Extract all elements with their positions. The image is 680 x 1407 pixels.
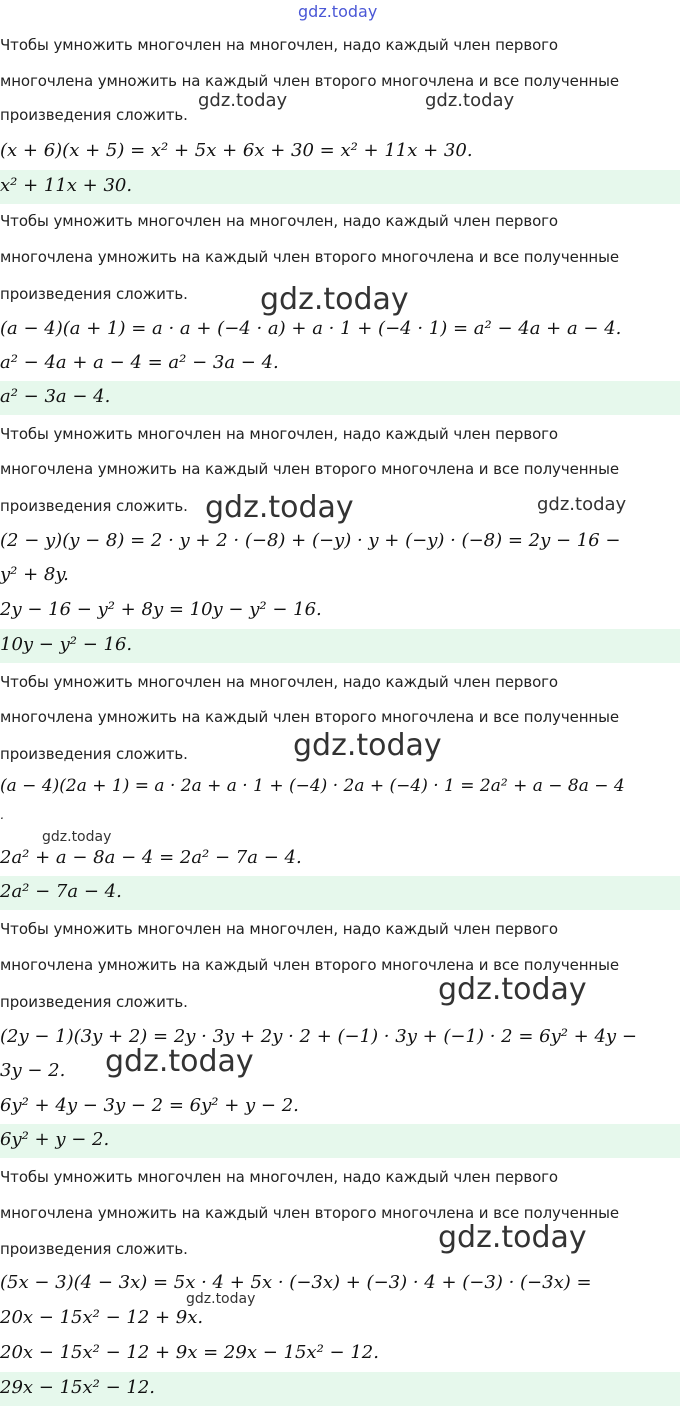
answer-text: a² − 3a − 4. bbox=[0, 386, 111, 407]
rule-line-1: Чтобы умножить многочлен на многочлен, надо каждый член первого bbox=[0, 673, 559, 691]
rule-line-1: Чтобы умножить многочлен на многочлен, надо каждый член первого bbox=[0, 36, 559, 54]
watermark: gdz.today bbox=[105, 1044, 254, 1079]
solution-step: (2y − 1)(3y + 2) = 2y · 3y + 2y · 2 + (−1) · 3y + (−1) · 2 = 6y² + 4y − bbox=[0, 1026, 637, 1047]
solution-step: (a − 4)(a + 1) = a · a + (−4 · a) + a · 1 + (−4 · 1) = a² − 4a + a − 4. bbox=[0, 318, 622, 339]
watermark: gdz.today bbox=[186, 1291, 256, 1307]
watermark: gdz.today bbox=[425, 90, 515, 111]
solution-step: 20x − 15x² − 12 + 9x = 29x − 15x² − 12. bbox=[0, 1342, 379, 1363]
answer-text: 10y − y² − 16. bbox=[0, 634, 133, 655]
watermark: gdz.today bbox=[438, 1220, 587, 1255]
solution-step: 20x − 15x² − 12 + 9x. bbox=[0, 1307, 204, 1328]
solution-step: 3y − 2. bbox=[0, 1060, 66, 1081]
answer-text: 29x − 15x² − 12. bbox=[0, 1377, 156, 1398]
rule-line-2: многочлена умножить на каждый член второго многочлена и все полученные bbox=[0, 248, 620, 266]
rule-line-1: Чтобы умножить многочлен на многочлен, надо каждый член первого bbox=[0, 425, 559, 443]
rule-line-3: произведения сложить. bbox=[0, 106, 188, 124]
rule-line-3: произведения сложить. bbox=[0, 497, 188, 515]
rule-line-3: произведения сложить. bbox=[0, 993, 188, 1011]
answer-text: 2a² − 7a − 4. bbox=[0, 881, 122, 902]
solution-step: (a − 4)(2a + 1) = a · 2a + a · 1 + (−4) · 2a + (−4) · 1 = 2a² + a − 8a − 4 bbox=[0, 776, 625, 796]
watermark: gdz.today bbox=[205, 490, 354, 525]
answer-row bbox=[0, 381, 680, 415]
watermark: gdz.today bbox=[438, 972, 587, 1007]
rule-line-1: Чтобы умножить многочлен на многочлен, надо каждый член первого bbox=[0, 212, 559, 230]
solution-step: y² + 8y. bbox=[0, 564, 69, 585]
watermark: gdz.today bbox=[260, 282, 409, 317]
answer-row bbox=[0, 876, 680, 910]
rule-line-3: произведения сложить. bbox=[0, 285, 188, 303]
rule-line-3: произведения сложить. bbox=[0, 745, 188, 763]
solution-step: (2 − y)(y − 8) = 2 · y + 2 · (−8) + (−y) · y + (−y) · (−8) = 2y − 16 − bbox=[0, 530, 621, 551]
solution-step: (5x − 3)(4 − 3x) = 5x · 4 + 5x · (−3x) + (−3) · 4 + (−3) · (−3x) = bbox=[0, 1272, 592, 1293]
answer-row bbox=[0, 629, 680, 663]
answer-text: 6y² + y − 2. bbox=[0, 1129, 110, 1150]
rule-line-2: многочлена умножить на каждый член второго многочлена и все полученные bbox=[0, 72, 620, 90]
solution-step: 2a² + a − 8a − 4 = 2a² − 7a − 4. bbox=[0, 847, 302, 868]
rule-line-3: произведения сложить. bbox=[0, 1240, 188, 1258]
rule-line-2: многочлена умножить на каждый член второго многочлена и все полученные bbox=[0, 708, 620, 726]
answer-row bbox=[0, 1372, 680, 1406]
rule-line-1: Чтобы умножить многочлен на многочлен, надо каждый член первого bbox=[0, 920, 559, 938]
rule-line-2: многочлена умножить на каждый член второго многочлена и все полученные bbox=[0, 460, 620, 478]
solution-step: . bbox=[0, 808, 4, 822]
rule-line-2: многочлена умножить на каждый член второго многочлена и все полученные bbox=[0, 1204, 620, 1222]
solution-step: a² − 4a + a − 4 = a² − 3a − 4. bbox=[0, 352, 279, 373]
watermark: gdz.today bbox=[42, 829, 112, 845]
answer-row bbox=[0, 170, 680, 204]
solution-step: 2y − 16 − y² + 8y = 10y − y² − 16. bbox=[0, 599, 322, 620]
watermark: gdz.today bbox=[293, 728, 442, 763]
watermark: gdz.today bbox=[537, 494, 627, 515]
rule-line-2: многочлена умножить на каждый член второго многочлена и все полученные bbox=[0, 956, 620, 974]
watermark-top: gdz.today bbox=[298, 2, 378, 21]
answer-text: x² + 11x + 30. bbox=[0, 175, 133, 196]
solution-step: (x + 6)(x + 5) = x² + 5x + 6x + 30 = x² + 11x + 30. bbox=[0, 140, 473, 161]
answer-row bbox=[0, 1124, 680, 1158]
solution-step: 6y² + 4y − 3y − 2 = 6y² + y − 2. bbox=[0, 1095, 299, 1116]
watermark: gdz.today bbox=[198, 90, 288, 111]
rule-line-1: Чтобы умножить многочлен на многочлен, надо каждый член первого bbox=[0, 1168, 559, 1186]
